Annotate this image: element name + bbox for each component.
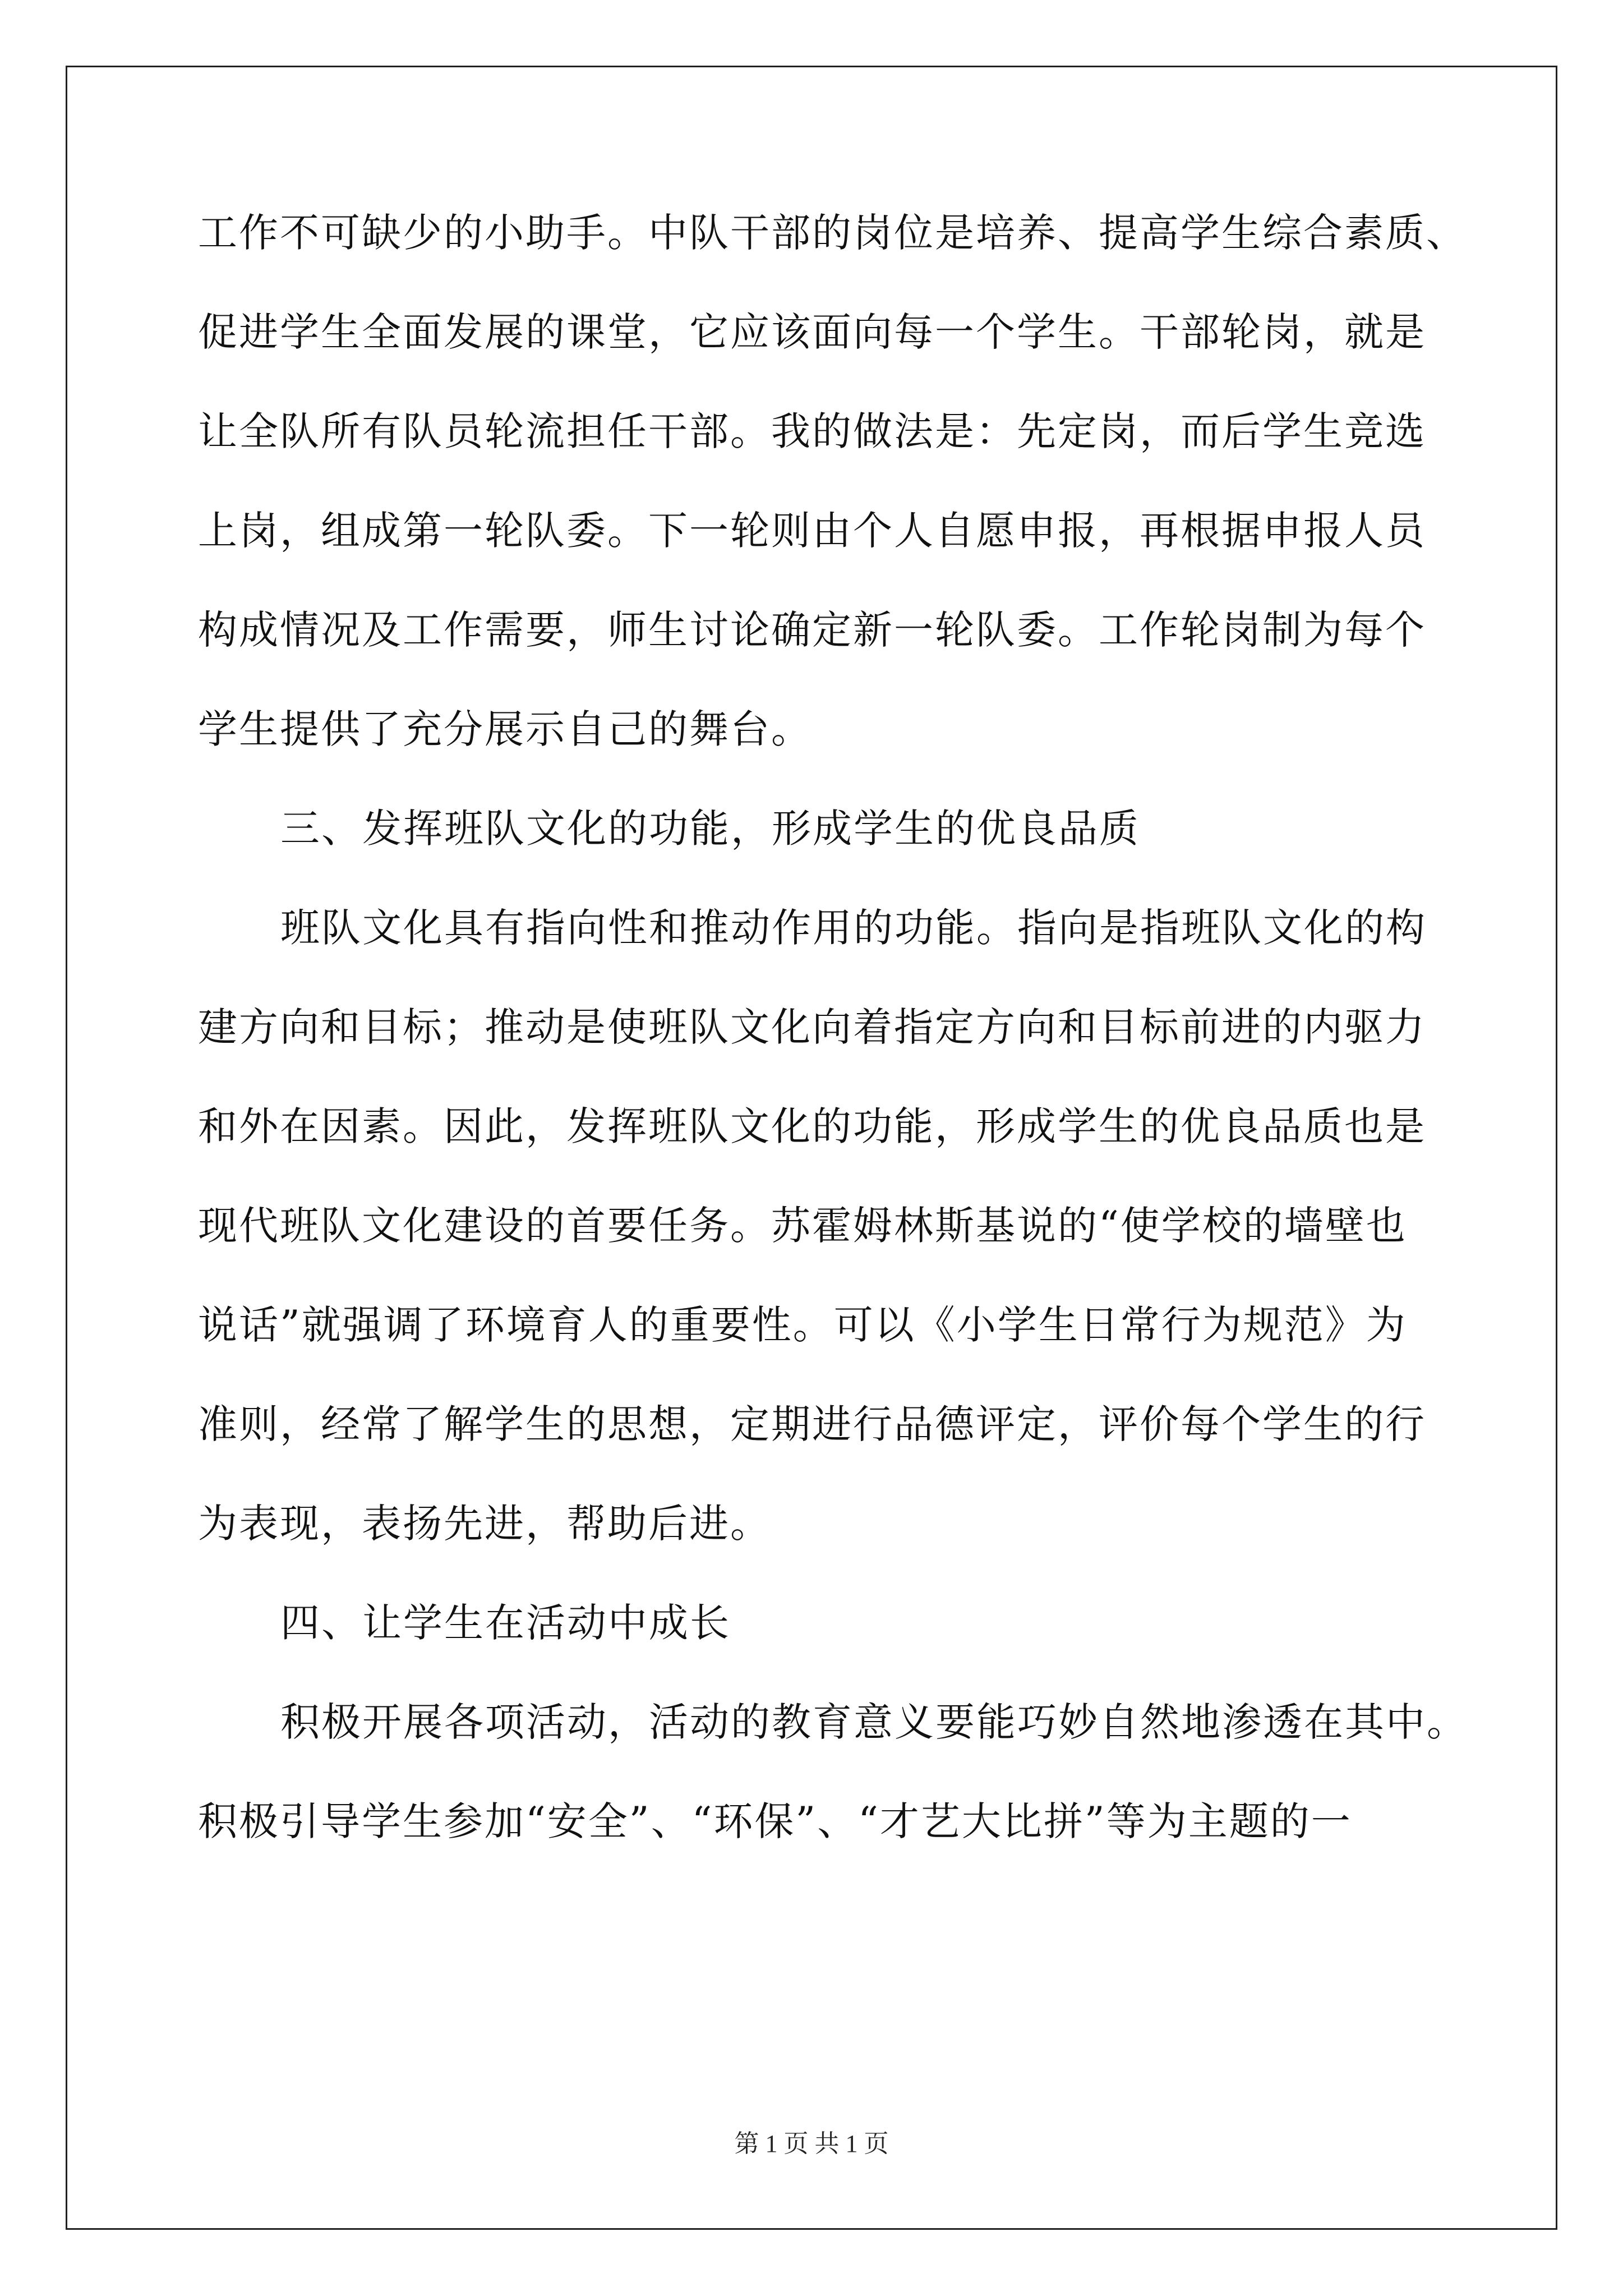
section-heading: 三、发挥班队文化的功能，形成学生的优良品质 (280, 806, 1140, 852)
text-line: 工作不可缺少的小助手。中队干部的岗位是培养、提高学生综合素质、 (198, 210, 1467, 256)
text-line: 学生提供了充分展示自己的舞台。 (198, 706, 812, 752)
text-line: 班队文化具有指向性和推动作用的功能。指向是指班队文化的构 (280, 905, 1427, 951)
text-line: 积极引导学生参加“安全”、“环保”、“才艺大比拼”等为主题的一 (198, 1798, 1352, 1844)
text-line: 说话”就强调了环境育人的重要性。可以《小学生日常行为规范》为 (198, 1302, 1407, 1348)
text-line: 促进学生全面发展的课堂，它应该面向每一个学生。干部轮岗，就是 (198, 309, 1426, 355)
text-line: 建方向和目标；推动是使班队文化向着指定方向和目标前进的内驱力 (198, 1004, 1426, 1050)
text-line: 构成情况及工作需要，师生讨论确定新一轮队委。工作轮岗制为每个 (198, 607, 1426, 653)
text-line: 和外在因素。因此，发挥班队文化的功能，形成学生的优良品质也是 (198, 1103, 1426, 1149)
text-line: 上岗，组成第一轮队委。下一轮则由个人自愿申报，再根据申报人员 (198, 508, 1426, 554)
text-line: 积极开展各项活动，活动的教育意义要能巧妙自然地渗透在其中。 (280, 1699, 1468, 1745)
text-line: 为表现，表扬先进，帮助后进。 (198, 1501, 771, 1547)
page-number-footer: 第 1 页 共 1 页 (734, 2130, 889, 2157)
text-line: 让全队所有队员轮流担任干部。我的做法是：先定岗，而后学生竞选 (198, 408, 1426, 454)
text-line: 准则，经常了解学生的思想，定期进行品德评定，评价每个学生的行 (198, 1401, 1426, 1447)
text-line: 现代班队文化建设的首要任务。苏霍姆林斯基说的“使学校的墙壁也 (198, 1203, 1407, 1249)
section-heading: 四、让学生在活动中成长 (280, 1600, 731, 1646)
